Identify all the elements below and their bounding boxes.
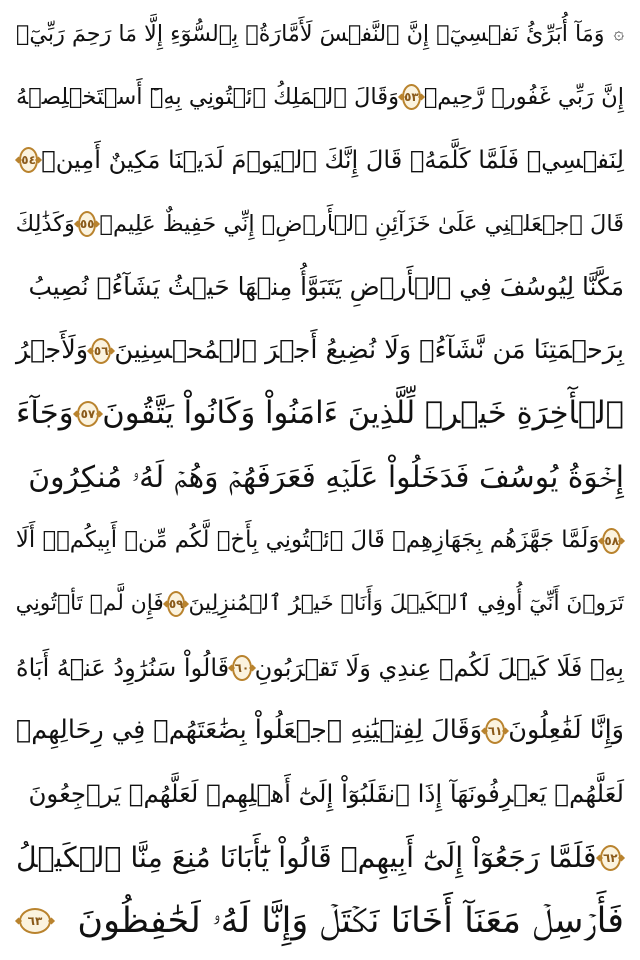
verse-text: بِرَحۡمَتِنَا مَن نَّشَآءُۖ وَلَا نُضِيعُ أَجۡرَ ٱلۡمُحۡسِنِينَ <box>114 334 624 365</box>
ayah-number-marker: ٥٦ <box>91 338 111 364</box>
ayah-number-marker: ٦٢ <box>600 845 621 871</box>
verse-text: وَإِنَّا لَفَٰعِلُونَ <box>508 715 624 746</box>
text-line-10 <box>16 573 624 636</box>
text-line-12 <box>16 699 624 762</box>
verse-text: إِنَّ رَبِّي غَفُورٞ رَّحِيمٞ <box>423 83 624 110</box>
ayah-number-marker: ٦٠ <box>232 655 252 681</box>
ayah-number-marker: ٥٩ <box>167 591 186 617</box>
verse-text: قَالَ ٱجۡعَلۡنِي عَلَىٰ خَزَآئِنِ ٱلۡأَرۡضِۖ إِنِّي حَفِيظٌ عَلِيمٞ <box>99 210 624 237</box>
ayah-number-marker: ٥٨ <box>602 528 621 554</box>
verse-text: فَإِن لَّمۡ تَأۡتُونِي <box>15 591 164 617</box>
verse-text: وَلَأَجۡرُ <box>16 334 89 365</box>
text-line-6 <box>16 319 624 382</box>
verse-text: مَكَّنَّا لِيُوسُفَ فِي ٱلۡأَرۡضِ يَتَبَوَّأُ مِنۡهَا حَيۡثُ يَشَآءُۚ نُصِيبُ <box>28 271 624 301</box>
verse-text: ٱلۡأٓخِرَةِ خَيۡرٞ لِّلَّذِينَ ءَامَنُواْ وَكَانُواْ يَتَّقُونَ <box>102 395 624 431</box>
text-line-1 <box>16 2 624 65</box>
text-line-9 <box>16 509 624 572</box>
verse-text: وَقَالَ ٱلۡمَلِكُ ٱئۡتُونِي بِهِۦٓ أَسۡتَخۡلِصۡهُ <box>16 83 400 110</box>
verse-text: وَقَالَ لِفِتۡيَٰنِهِ ٱجۡعَلُواْ بِضَٰعَتَهُمۡ فِي رِحَالِهِمۡ <box>16 715 483 746</box>
verse-text: وَجَآءَ <box>16 395 74 431</box>
verse-text: وَكَذَٰلِكَ <box>15 210 75 237</box>
text-line-15 <box>16 889 624 952</box>
verse-text: فَلَمَّا رَجَعُوٓاْ إِلَىٰٓ أَبِيهِمۡ قَالُواْ يَٰٓأَبَانَا مُنِعَ مِنَّا ٱلۡكَيۡلُ <box>16 840 597 874</box>
text-line-11 <box>16 636 624 699</box>
text-line-5 <box>16 256 624 319</box>
text-line-8 <box>16 446 624 509</box>
verse-text: لِنَفۡسِيۖ فَلَمَّا كَلَّمَهُۥ قَالَ إِنَّكَ ٱلۡيَوۡمَ لَدَيۡنَا مَكِينٌ أَمِينٞ <box>41 146 624 175</box>
text-line-2 <box>16 65 624 128</box>
text-line-7 <box>16 382 624 445</box>
verse-text: قَالُواْ سَنُرَٰوِدُ عَنۡهُ أَبَاهُ <box>16 653 230 682</box>
ayah-number-marker: ٥٥ <box>78 211 97 237</box>
verse-text: فَأَرۡسِلۡ مَعَنَآ أَخَانَا نَكۡتَلۡ وَإِنَّا لَهُۥ لَحَٰفِظُونَ <box>77 900 624 941</box>
ayah-number-marker: ٦٣ <box>19 908 51 934</box>
verse-text: إِخۡوَةُ يُوسُفَ فَدَخَلُواْ عَلَيۡهِ فَعَرَفَهُمۡ وَهُمۡ لَهُۥ مُنكِرُونَ <box>28 459 624 495</box>
verse-text: وَمَآ أُبَرِّئُ نَفۡسِيٓۚ إِنَّ ٱلنَّفۡسَ لَأَمَّارَةُۢ بِٱلسُّوٓءِ إِلَّا مَا رَحِمَ رَبِّيٓۚ <box>16 20 605 47</box>
verse-text: بِهِۦ فَلَا كَيۡلَ لَكُمۡ عِندِي وَلَا تَقۡرَبُونِ <box>254 653 624 682</box>
text-line-3 <box>16 129 624 192</box>
hizb-quarter-icon: ۞ <box>613 22 624 44</box>
text-line-14 <box>16 826 624 889</box>
text-line-4 <box>16 192 624 255</box>
ayah-number-marker: ٦١ <box>485 718 505 744</box>
verse-text: وَلَمَّا جَهَّزَهُم بِجَهَازِهِمۡ قَالَ ٱئۡتُونِي بِأَخٖ لَّكُم مِّنۡ أَبِيكُمۡۚ أَلَا <box>15 527 600 554</box>
ayah-number-marker: ٥٣ <box>402 84 421 110</box>
ayah-number-marker: ٥٧ <box>77 401 100 427</box>
ayah-number-marker: ٥٤ <box>19 147 38 173</box>
text-line-13 <box>16 763 624 826</box>
verse-text: لَعَلَّهُمۡ يَعۡرِفُونَهَآ إِذَا ٱنقَلَبُوٓاْ إِلَىٰٓ أَهۡلِهِمۡ لَعَلَّهُمۡ يَرۡجِعُونَ <box>28 779 624 809</box>
verse-text: تَرَوۡنَ أَنِّيٓ أُوفِي ٱلۡكَيۡلَ وَأَنَا۠ خَيۡرُ ٱلۡمُنزِلِينَ <box>188 591 624 617</box>
